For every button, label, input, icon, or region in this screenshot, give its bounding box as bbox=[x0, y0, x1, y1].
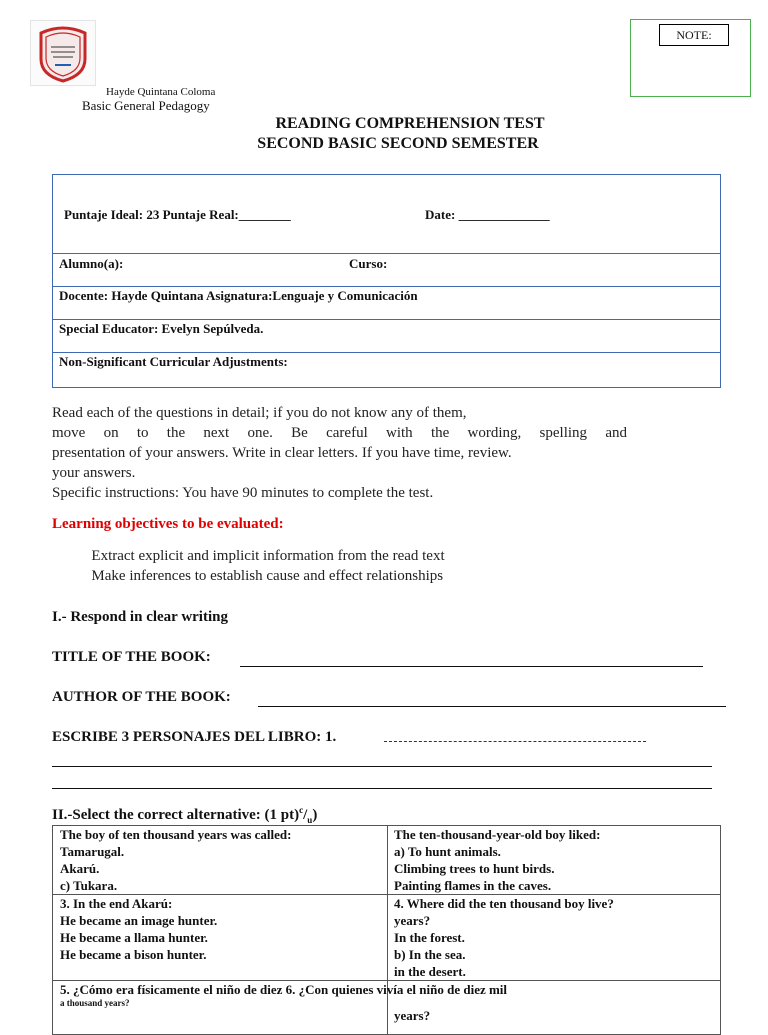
teacher-name: Hayde Quintana Coloma bbox=[106, 86, 216, 98]
info-row-score bbox=[53, 175, 720, 254]
answer-option[interactable]: c) Tukara. bbox=[60, 878, 118, 893]
info-row-teacher bbox=[53, 286, 720, 320]
student-info-table bbox=[52, 174, 721, 388]
answer-option[interactable]: Tamarugal. bbox=[60, 844, 125, 859]
info-row-student bbox=[53, 253, 720, 287]
date-field: Date: ______________ bbox=[425, 207, 550, 222]
instructions-line-4: your answers. bbox=[52, 465, 136, 481]
answer-option[interactable]: Akarú. bbox=[60, 861, 100, 876]
question-5-continuation: a thousand years? bbox=[60, 998, 130, 1008]
objective-item: Extract explicit and implicit information from the read text bbox=[76, 548, 430, 564]
heading-sup: c bbox=[299, 805, 304, 815]
course-field: Curso: bbox=[349, 256, 388, 271]
book-title-answer-line[interactable] bbox=[240, 666, 703, 667]
page-title: READING COMPREHENSION TEST bbox=[275, 115, 545, 132]
answer-option[interactable]: In the forest. bbox=[394, 930, 465, 945]
answer-option[interactable]: Climbing trees to hunt birds. bbox=[394, 861, 555, 876]
book-author-answer-line[interactable] bbox=[258, 706, 726, 707]
question-5-6 bbox=[60, 981, 507, 1009]
school-crest-icon bbox=[31, 21, 95, 85]
info-row-educator bbox=[53, 319, 720, 353]
student-field: Alumno(a): bbox=[59, 256, 124, 271]
heading-close: ) bbox=[312, 807, 318, 823]
question-stem: The boy of ten thousand years was called: bbox=[60, 827, 292, 842]
objective-item: Make inferences to establish cause and effect relationships bbox=[76, 568, 428, 584]
score-field: Puntaje Ideal: 23 Puntaje Real:________ bbox=[64, 207, 291, 222]
character-2-answer-line[interactable] bbox=[52, 766, 712, 767]
info-row-adjustments bbox=[53, 352, 720, 387]
section-1-heading: I.- Respond in clear writing bbox=[52, 609, 228, 625]
question-stem: 3. In the end Akarú: bbox=[60, 896, 173, 911]
book-author-label: AUTHOR OF THE BOOK: bbox=[52, 689, 231, 705]
characters-label: ESCRIBE 3 PERSONAJES DEL LIBRO: 1. bbox=[52, 729, 337, 745]
question-2 bbox=[394, 826, 600, 894]
answer-option[interactable]: a) To hunt animals. bbox=[394, 844, 501, 859]
answer-option[interactable]: He became an image hunter. bbox=[60, 913, 218, 928]
school-logo bbox=[30, 20, 96, 86]
question-stem: 4. Where did the ten thousand boy live? bbox=[394, 896, 614, 911]
note-label: NOTE: bbox=[659, 24, 729, 46]
book-title-label: TITLE OF THE BOOK: bbox=[52, 649, 211, 665]
question-4 bbox=[394, 895, 614, 980]
objectives-heading: Learning objectives to be evaluated: bbox=[52, 516, 284, 532]
character-3-answer-line[interactable] bbox=[52, 788, 712, 789]
question-3 bbox=[60, 895, 217, 963]
answer-option[interactable]: He became a bison hunter. bbox=[60, 947, 207, 962]
answer-option[interactable]: He became a llama hunter. bbox=[60, 930, 208, 945]
answer-option[interactable]: Painting flames in the caves. bbox=[394, 878, 552, 893]
character-1-answer-line[interactable] bbox=[384, 741, 646, 742]
instructions-line-1: Read each of the questions in detail; if you do not know any of them, bbox=[52, 405, 467, 421]
educator-field: Special Educator: Evelyn Sepúlveda. bbox=[59, 321, 264, 336]
answer-option[interactable]: b) In the sea. bbox=[394, 947, 466, 962]
question-stem: 5. ¿Cómo era físicamente el niño de diez 6. ¿Con quienes vivía el niño de diez mil bbox=[60, 982, 508, 997]
instructions-line-5: Specific instructions: You have 90 minutes to complete the test. bbox=[52, 485, 434, 501]
question-1 bbox=[60, 826, 292, 894]
section-2-heading bbox=[52, 805, 317, 825]
instructions-line-3: presentation of your answers. Write in clear letters. If you have time, review. bbox=[52, 445, 512, 461]
instructions-line-2: move on to the next one. Be careful with the wording, spelling and bbox=[52, 425, 627, 441]
teacher-field: Docente: Hayde Quintana Asignatura:Lenguaje y Comunicación bbox=[59, 288, 418, 303]
heading-sub: u bbox=[307, 815, 313, 825]
adjustments-field: Non-Significant Curricular Adjustments: bbox=[59, 354, 288, 369]
questions-table bbox=[52, 825, 721, 1035]
question-stem: The ten-thousand-year-old boy liked: bbox=[394, 827, 601, 842]
heading-sep: / bbox=[303, 807, 308, 823]
question-stem-continuation: years? bbox=[394, 913, 431, 928]
question-6-continuation: years? bbox=[394, 1008, 431, 1023]
answer-option[interactable]: in the desert. bbox=[394, 964, 466, 979]
section-2-heading-text: II.-Select the correct alternative: (1 pt) bbox=[52, 807, 300, 823]
department-name: Basic General Pedagogy bbox=[82, 98, 210, 113]
page-subtitle: SECOND BASIC SECOND SEMESTER bbox=[257, 135, 539, 152]
